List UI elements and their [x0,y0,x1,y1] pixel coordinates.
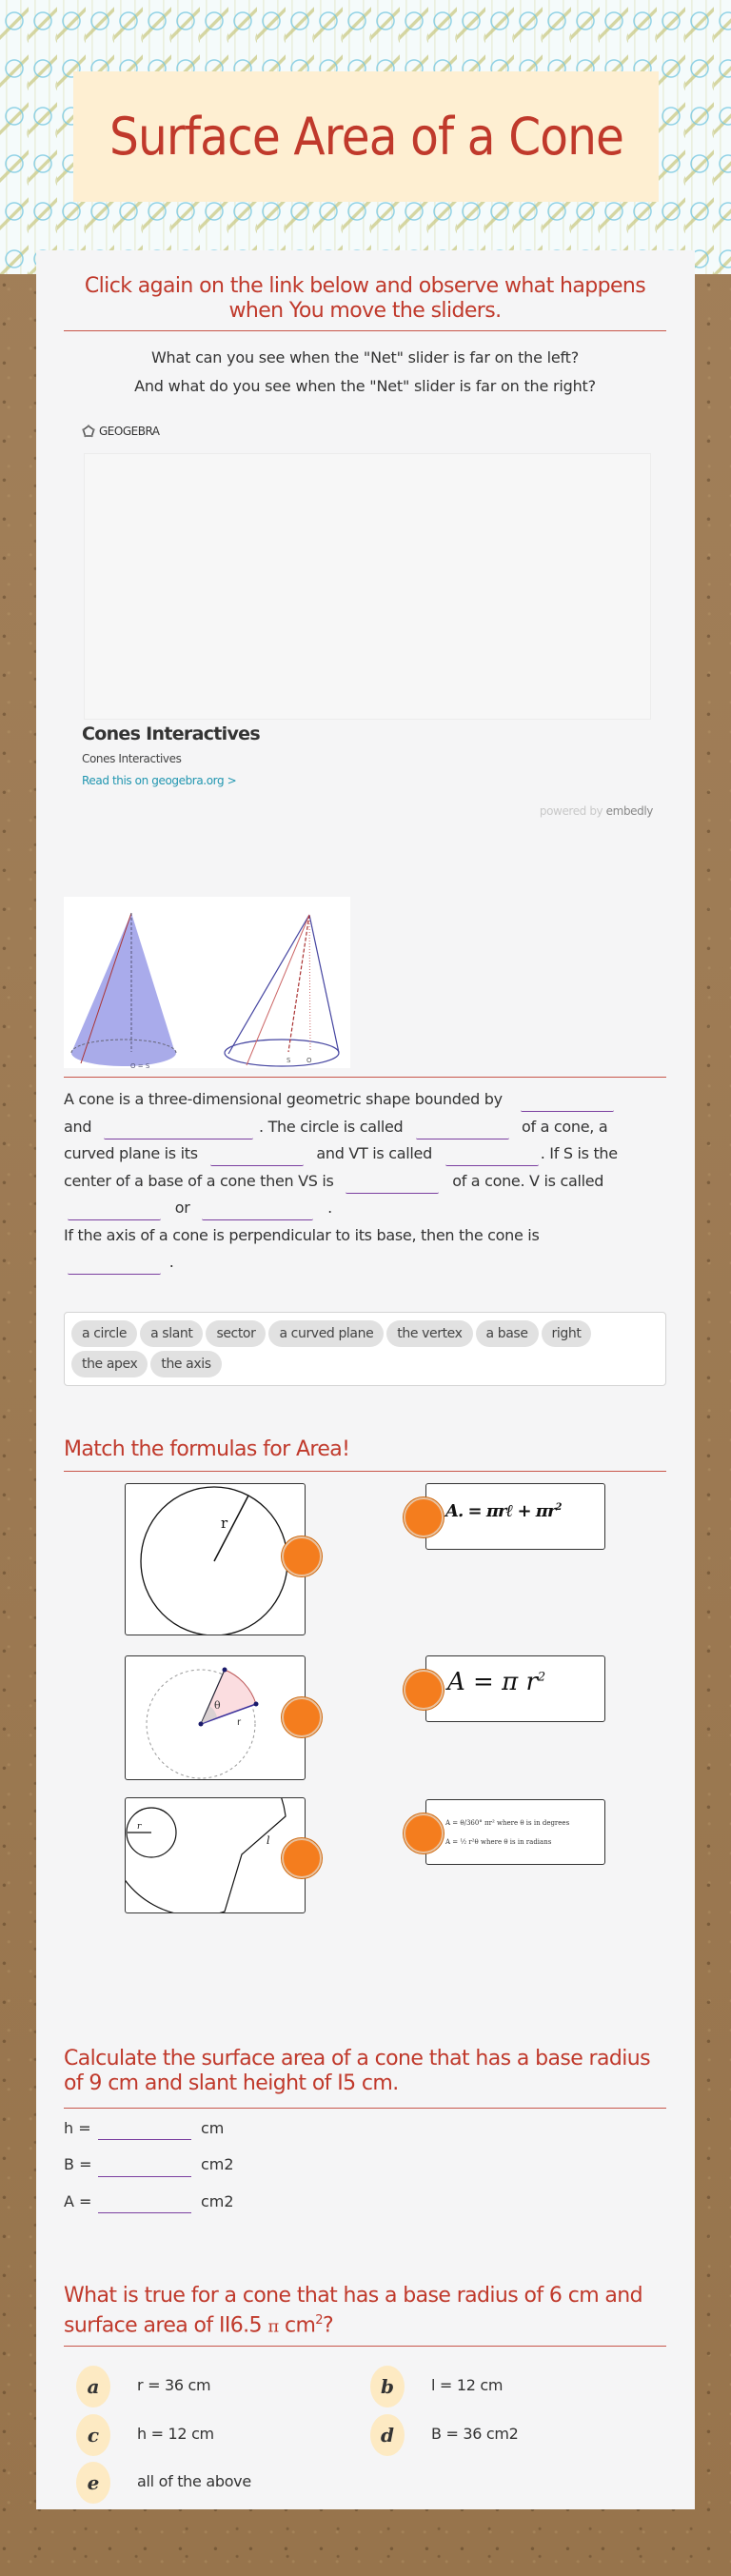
title-banner [73,71,659,202]
blank-input-3[interactable] [416,1122,509,1139]
match-connector-left-1[interactable] [282,1536,322,1576]
word-chip[interactable]: sector [206,1320,266,1347]
embed-read-link[interactable]: Read this on geogebra.org > [82,774,237,787]
match-right-formula-1[interactable] [425,1483,605,1550]
blank-input-5[interactable] [445,1149,539,1166]
powered-by-embedly[interactable]: powered by embedly [539,804,653,818]
embed-title[interactable]: Cones Interactives [82,723,260,744]
option-letter-a[interactable]: a [76,2366,110,2408]
calc-input-a[interactable] [98,2212,191,2213]
cloze-line-3: curved plane is its and VT is called . If S is the [64,1140,666,1168]
word-chip[interactable]: a curved plane [268,1320,384,1347]
cone-illustration [64,897,350,1068]
option-text-a[interactable]: r = 36 cm [137,2376,211,2394]
cloze-line-5: or . [64,1195,666,1222]
cloze-rule [64,1077,666,1078]
option-text-e[interactable]: all of the above [137,2472,251,2490]
word-chip[interactable]: a slant [140,1320,203,1347]
formula-circle-area: A = π $r^2$ [447,1668,546,1696]
calc-unit-h: cm [201,2119,225,2137]
calc-input-h[interactable] [98,2139,191,2140]
svg-text:r: r [237,1717,242,1728]
option-letter-e[interactable]: e [76,2462,110,2504]
geogebra-embed-frame[interactable] [84,453,651,720]
embed-description: Cones Interactives [82,752,182,765]
match-left-circle[interactable] [125,1483,306,1635]
formula-sector-area: A = θ/360° πr² where θ is in degrees A = ½ r²θ where θ is in radians [445,1819,570,1846]
cloze-line-1: A cone is a three-dimensional geometric shape bounded by [64,1086,666,1114]
worksheet-card [36,250,695,2509]
section1-rule [64,330,666,331]
blank-input-8[interactable] [202,1203,313,1220]
blank-input-4[interactable] [210,1149,304,1166]
svg-text:l: l [267,1834,270,1847]
word-chip[interactable]: the vertex [386,1320,472,1347]
word-chip[interactable]: a circle [71,1320,137,1347]
match-connector-right-2[interactable] [404,1670,444,1710]
cloze-line-6: If the axis of a cone is perpendicular to its base, then the cone is [64,1225,540,1244]
word-chip[interactable]: right [542,1320,592,1347]
match-connector-left-3[interactable] [282,1838,322,1878]
geogebra-icon [82,425,95,438]
provider-name: GEOGEBRA [99,425,160,438]
calc-rule [64,2108,666,2109]
match-right-formula-3[interactable] [425,1799,605,1865]
match-left-cone-net[interactable] [125,1797,306,1913]
word-chip[interactable]: a base [476,1320,539,1347]
cloze-paragraph [64,1086,666,1277]
cloze-line-7: . [64,1249,666,1277]
svg-text:O: O [306,1057,312,1064]
formula-cone-area: A. = πrℓ + $\pi r^2$ [445,1501,562,1521]
svg-text:S: S [286,1057,291,1064]
mcq-heading: What is true for a cone that has a base radius of 6 cm and surface area of II6.5 π $cm^2$? [64,2284,643,2338]
svg-text:θ: θ [214,1699,221,1712]
blank-input-2[interactable] [104,1122,253,1139]
calc-label-h: h = [64,2119,91,2137]
page-title: Surface Area of a Cone [109,106,623,167]
svg-text:r: r [137,1822,142,1832]
match-right-formula-2[interactable] [425,1655,605,1722]
cone-diagrams-image [64,897,350,1068]
word-chip[interactable]: the axis [150,1351,221,1377]
calc-unit-a: cm2 [201,2192,234,2210]
section1-heading: Click again on the link below and observe what happens when You move the sliders. [84,274,646,323]
calc-label-b: B = [64,2155,92,2173]
circle-radius-diagram [126,1484,305,1635]
cloze-line-4: center of a base of a cone then VS is of a cone. V is called [64,1168,666,1196]
calc-label-a: A = [64,2192,92,2210]
sector-angle-diagram [126,1656,305,1779]
mcq-rule [64,2346,666,2347]
option-letter-d[interactable]: d [370,2414,405,2456]
blank-input-6[interactable] [346,1177,439,1194]
option-text-b[interactable]: l = 12 cm [431,2376,504,2394]
embed-provider [82,425,160,438]
cloze-line-2: and . The circle is called of a cone, a [64,1114,666,1141]
match-left-sector[interactable] [125,1655,306,1780]
match-heading: Match the formulas for Area! [64,1437,350,1461]
option-text-c[interactable]: h = 12 cm [137,2425,214,2443]
calc-input-b[interactable] [98,2176,191,2177]
option-letter-b[interactable]: b [370,2366,405,2408]
question-net-right: And what do you see when the "Net" slider is far on the right? [134,377,596,395]
question-net-left: What can you see when the "Net" slider is far on the left? [150,348,580,367]
svg-text:O = S: O = S [130,1062,150,1068]
svg-text:r: r [221,1515,228,1532]
blank-input-9[interactable] [68,1258,161,1275]
option-text-d[interactable]: B = 36 cm2 [431,2425,519,2443]
match-connector-right-3[interactable] [404,1813,444,1853]
calc-heading: Calculate the surface area of a cone that has a base radius of 9 cm and slant height of I5 cm. [64,2047,650,2095]
match-rule [64,1471,666,1472]
word-bank [64,1312,666,1386]
cone-net-diagram [126,1798,305,1912]
calc-unit-b: cm2 [201,2155,234,2173]
blank-input-7[interactable] [68,1203,161,1220]
option-letter-c[interactable]: c [76,2414,110,2456]
word-chip[interactable]: the apex [71,1351,148,1377]
blank-input-1[interactable] [521,1095,614,1112]
match-connector-left-2[interactable] [282,1697,322,1737]
match-connector-right-1[interactable] [404,1497,444,1537]
